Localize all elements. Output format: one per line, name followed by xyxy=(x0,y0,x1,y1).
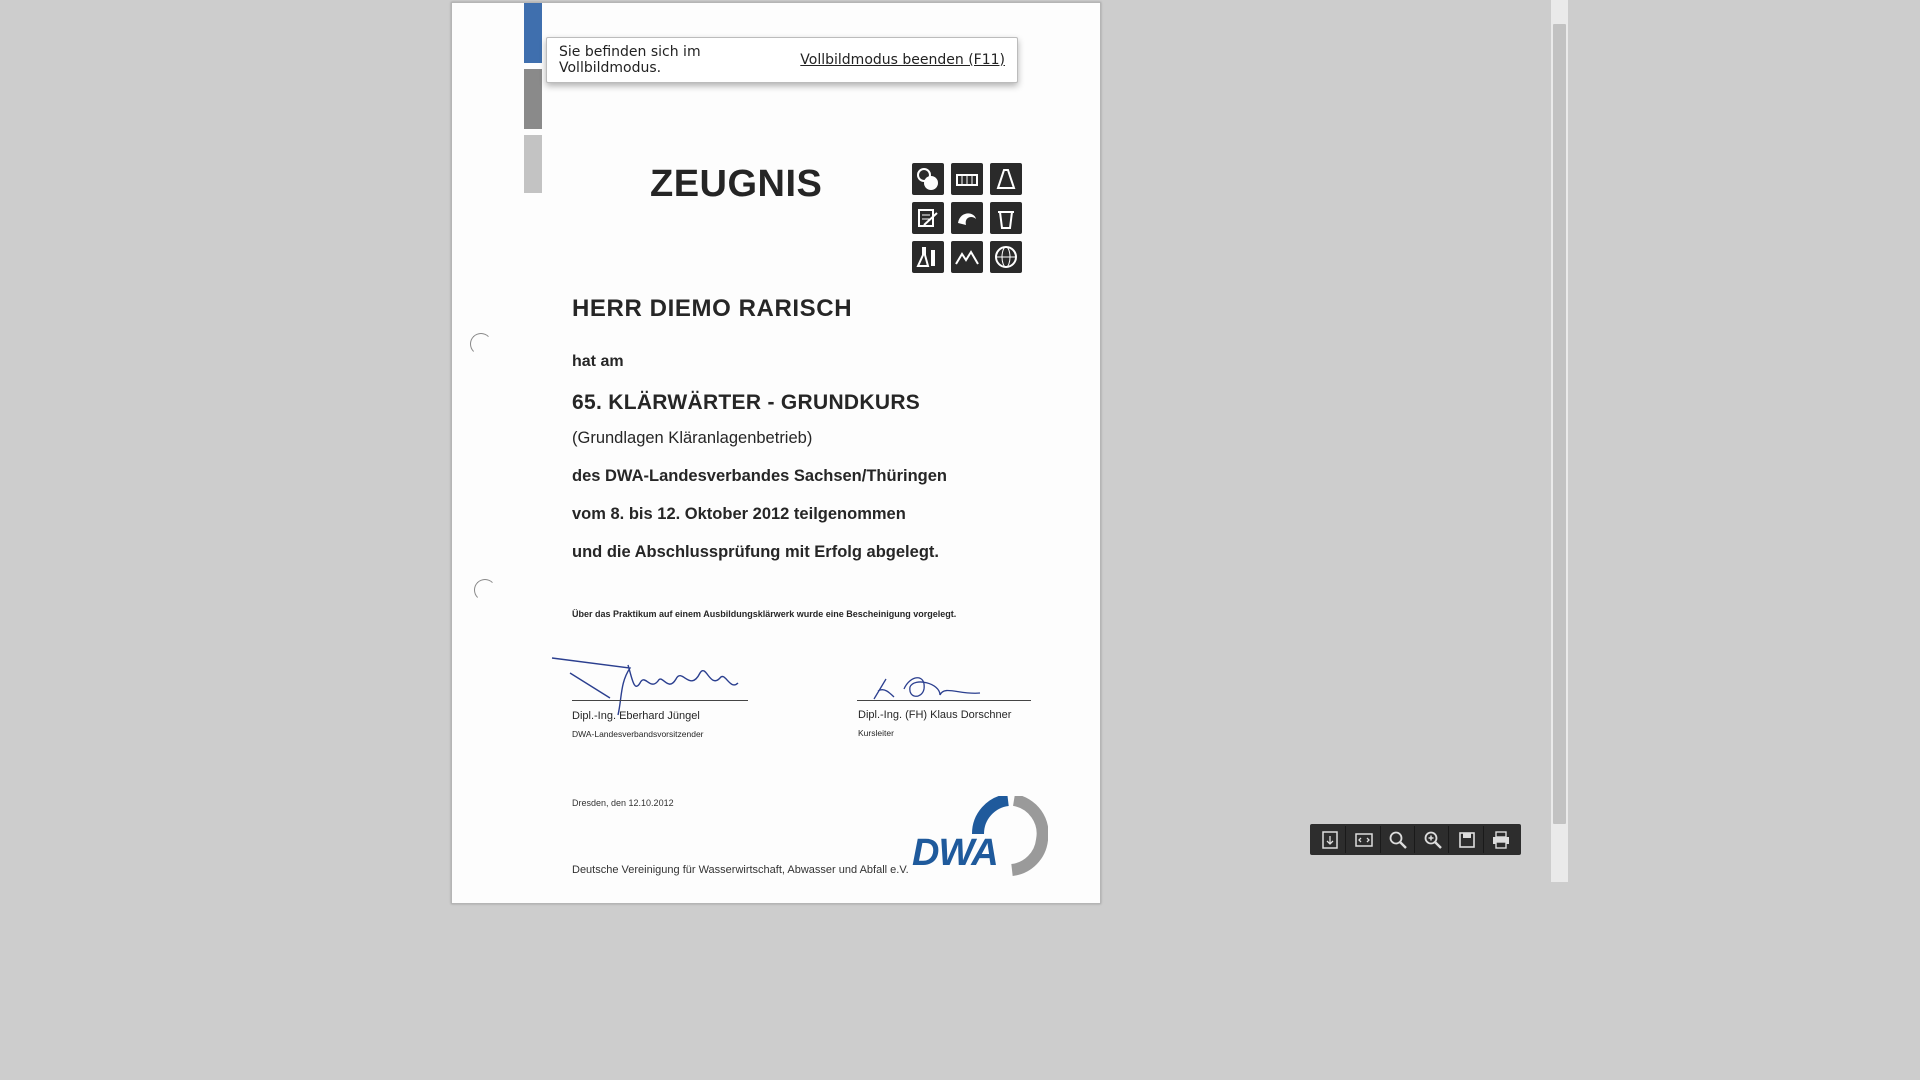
plant-icon xyxy=(951,163,983,195)
wave-icon xyxy=(951,202,983,234)
dwa-logo xyxy=(908,796,1048,886)
zoom-out-icon xyxy=(1388,830,1408,850)
course-title: 65. KLÄRWÄRTER - GRUNDKURS xyxy=(572,391,921,414)
zoom-in-icon xyxy=(1423,830,1443,850)
light-grey-accent-bar xyxy=(524,135,542,193)
signer-1-name: Dipl.-Ing. Eberhard Jüngel xyxy=(572,710,700,722)
course-subtitle: (Grundlagen Kläranlagenbetrieb) xyxy=(572,429,813,447)
fit-page-icon xyxy=(1320,830,1340,850)
print-icon xyxy=(1491,830,1511,850)
text-line-3: des DWA-Landesverbandes Sachsen/Thüringen xyxy=(572,467,948,485)
document-page xyxy=(451,2,1101,904)
document-title: ZEUGNIS xyxy=(650,163,823,205)
fullscreen-message: Sie befinden sich im Vollbildmodus. xyxy=(559,44,701,76)
signature-1 xyxy=(550,653,750,718)
fit-width-button[interactable] xyxy=(1348,826,1380,853)
punch-hole-mark xyxy=(474,579,496,601)
pictogram-grid xyxy=(912,163,1022,273)
blue-accent-bar xyxy=(524,3,542,63)
waste-bin-icon xyxy=(990,202,1022,234)
save-button[interactable] xyxy=(1451,826,1483,853)
documents-icon xyxy=(912,202,944,234)
fullscreen-notice xyxy=(546,37,1018,83)
organization-footer: Deutsche Vereinigung für Wasserwirtschaft, Abwasser und Abfall e.V. xyxy=(572,864,909,876)
recipient-name: HERR DIEMO RARISCH xyxy=(572,295,853,322)
punch-hole-mark xyxy=(470,333,492,355)
save-icon xyxy=(1457,830,1477,850)
signer-2-role: Kursleiter xyxy=(858,728,894,738)
viewer-toolbar xyxy=(1310,824,1521,855)
fit-page-button[interactable] xyxy=(1314,826,1346,853)
grey-accent-bar xyxy=(524,69,542,129)
text-line-4: vom 8. bis 12. Oktober 2012 teilgenommen xyxy=(572,505,906,523)
vertical-scrollbar[interactable] xyxy=(1551,0,1568,882)
scrollbar-thumb[interactable] xyxy=(1553,24,1566,824)
issue-date: Dresden, den 12.10.2012 xyxy=(572,798,674,808)
zoom-out-button[interactable] xyxy=(1383,826,1415,853)
signer-2-name: Dipl.-Ing. (FH) Klaus Dorschner xyxy=(858,709,1012,721)
laboratory-icon xyxy=(912,241,944,273)
print-button[interactable] xyxy=(1486,826,1517,853)
signature-line-1 xyxy=(572,700,748,701)
zoom-in-button[interactable] xyxy=(1417,826,1449,853)
logo-text: DWA xyxy=(912,832,998,874)
landscape-icon xyxy=(951,241,983,273)
globe-icon xyxy=(990,241,1022,273)
fit-width-icon xyxy=(1354,830,1374,850)
text-line-5: und die Abschlussprüfung mit Erfolg abgelegt. xyxy=(572,543,939,561)
exit-fullscreen-link[interactable]: Vollbildmodus beenden (F11) xyxy=(800,52,1005,68)
signature-line-2 xyxy=(857,700,1031,701)
pipes-icon xyxy=(912,163,944,195)
text-line-1: hat am xyxy=(572,353,624,370)
signer-1-role: DWA-Landesverbandsvorsitzender xyxy=(572,729,704,739)
signature-2 xyxy=(870,665,1000,705)
internship-note: Über das Praktikum auf einem Ausbildungsklärwerk wurde eine Bescheinigung vorgelegt. xyxy=(572,609,957,619)
funnel-icon xyxy=(990,163,1022,195)
